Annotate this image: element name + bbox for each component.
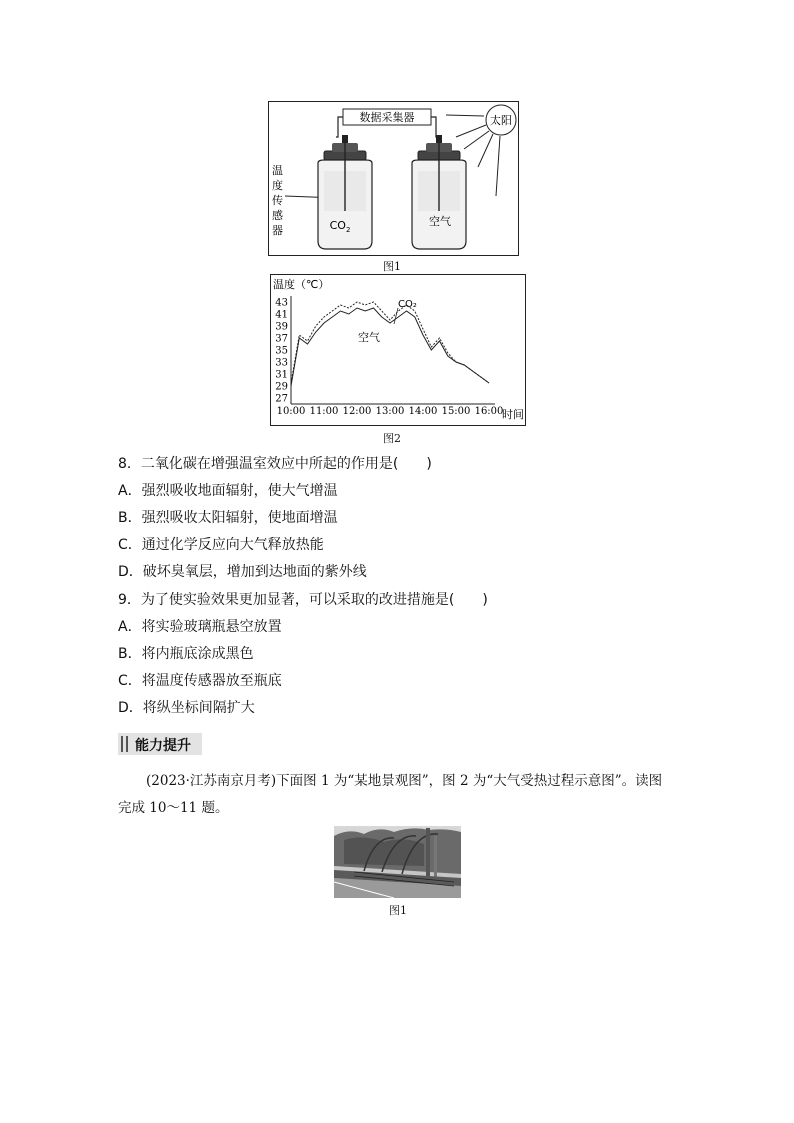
question-9-option-b: B．将内瓶底涂成黑色 (118, 646, 254, 662)
section-header (118, 733, 202, 755)
question-8-option-c: C．通过化学反应向大气释放热能 (118, 537, 324, 553)
figure2-chart (270, 274, 526, 426)
svg-text:度: 度 (272, 179, 283, 192)
y-tick-label: 33 (275, 357, 288, 369)
intro-line-2: 完成 10～11 题。 (118, 800, 229, 816)
question-8-option-d: D．破坏臭氧层，增加到达地面的紫外线 (118, 564, 367, 580)
x-tick-label: 13:00 (375, 406, 405, 417)
x-tick-label: 10:00 (276, 406, 306, 417)
jar-co2-label: $CO_2$ (329, 219, 351, 234)
figure2-caption: 图2 (383, 432, 401, 445)
apparatus-diagram (268, 101, 519, 256)
intro-line-1: (2023·江苏南京月考)下面图 1 为“某地景观图”，图 2 为“大气受热过程示意图”。读图 (146, 773, 663, 789)
question-8-option-b: B．强烈吸收太阳辐射，使地面增温 (118, 510, 338, 526)
y-tick-label: 37 (275, 333, 288, 345)
temperature-chart (270, 274, 526, 426)
x-tick-label: 12:00 (342, 406, 372, 417)
section-marker-icon (121, 736, 123, 752)
figure1-apparatus (268, 101, 519, 256)
question-9-option-d: D．将纵坐标间隔扩大 (118, 700, 255, 716)
x-tick-label: 16:00 (474, 406, 504, 417)
sensor-label (272, 164, 283, 237)
y-tick-label: 39 (275, 321, 288, 333)
y-tick-label: 35 (275, 345, 288, 357)
y-tick-label: 29 (275, 381, 288, 393)
jar-air (412, 135, 466, 249)
photo-caption: 图1 (389, 904, 407, 917)
svg-text:感: 感 (272, 209, 283, 222)
svg-text:器: 器 (272, 224, 283, 237)
section-title: 能力提升 (135, 738, 191, 754)
annotation-co2: CO₂ (398, 299, 417, 310)
chart-xlabel: 时间 (502, 408, 524, 421)
figure1-caption: 图1 (383, 260, 401, 273)
y-tick-label: 41 (275, 309, 288, 321)
annotation-air: 空气 (358, 331, 380, 344)
chart-ylabel: 温度（℃） (273, 278, 330, 291)
sun-label: 太阳 (490, 114, 512, 127)
jar-co2 (318, 135, 372, 249)
landscape-photo (334, 826, 461, 898)
collector-label: 数据采集器 (359, 111, 415, 124)
question-9-option-a: A．将实验玻璃瓶悬空放置 (118, 619, 282, 635)
question-9-option-c: C．将温度传感器放至瓶底 (118, 673, 282, 689)
svg-text:传: 传 (272, 194, 283, 207)
x-tick-label: 15:00 (441, 406, 471, 417)
svg-text:温: 温 (272, 164, 283, 177)
x-tick-label: 14:00 (408, 406, 438, 417)
x-tick-label: 11:00 (309, 406, 339, 417)
y-tick-label: 43 (275, 297, 288, 309)
question-8-option-a: A．强烈吸收地面辐射，使大气增温 (118, 483, 338, 499)
y-tick-label: 27 (275, 393, 288, 405)
jar-air-label: 空气 (429, 215, 451, 228)
question-8-stem: 8．二氧化碳在增强温室效应中所起的作用是( ) (118, 456, 432, 472)
y-tick-label: 31 (275, 369, 288, 381)
question-9-stem: 9．为了使实验效果更加显著，可以采取的改进措施是( ) (118, 592, 488, 608)
